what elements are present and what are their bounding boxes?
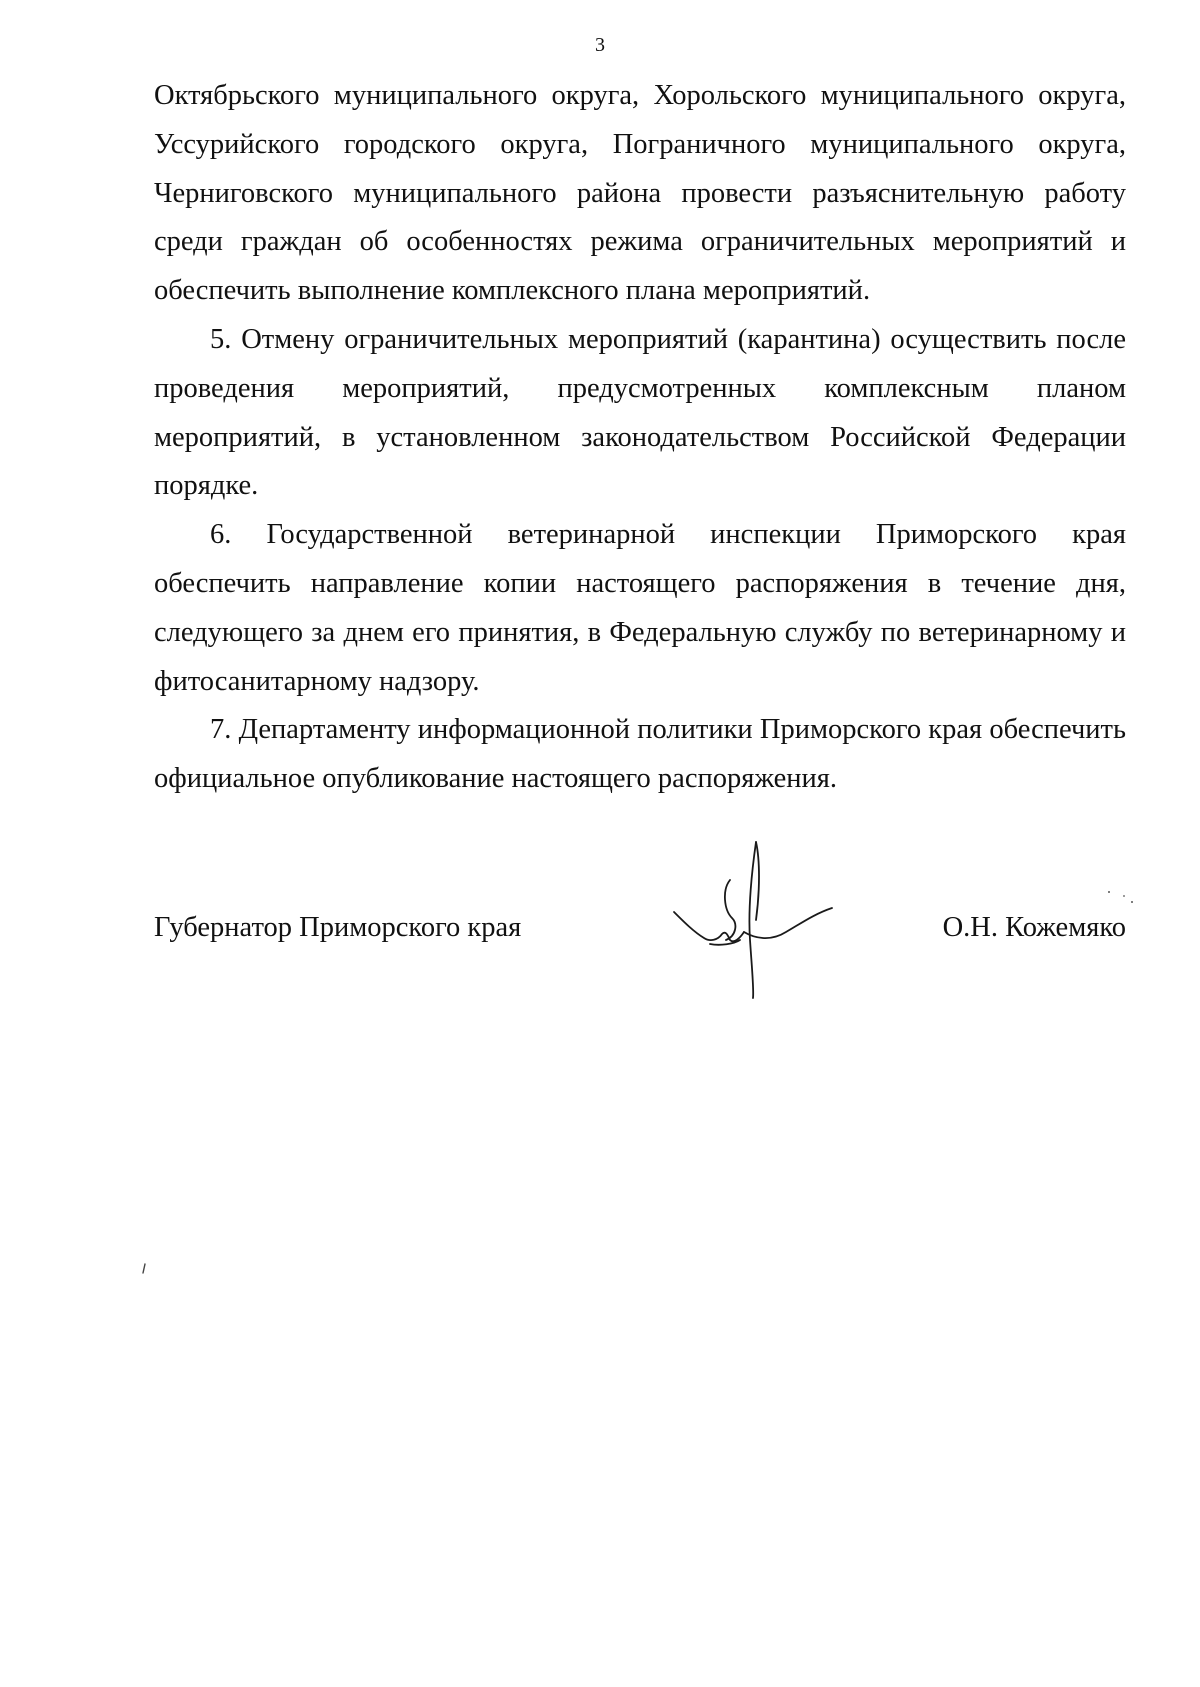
document-body xyxy=(154,72,1126,804)
paragraph-continued: Октябрьского муниципального округа, Хорольского муниципального округа, Уссурийского городского округа, Пограничного муниципального округа, Черниговского муниципального района провести разъяснительную работу среди граждан об особенностях режима ограничительных мероприятий и обеспечить выполнение комплексного плана мероприятий. xyxy=(154,80,1126,307)
page-number: 3 xyxy=(595,34,605,56)
signatory-name: О.Н. Кожемяко xyxy=(942,912,1126,943)
signatory-title: Губернатор Приморского края xyxy=(154,912,522,943)
paragraph-item-5: 5. Отмену ограничительных мероприятий (карантина) осуществить после проведения мероприятий, предусмотренных комплексным планом мероприятий, в установленном законодательством Российской Федерации порядке. xyxy=(154,323,1126,502)
paragraph-item-7: 7. Департаменту информационной политики Приморского края обеспечить официальное опубликование настоящего распоряжения. xyxy=(154,714,1126,795)
paragraph-item-6: 6. Государственной ветеринарной инспекции Приморского края обеспечить направление копии настоящего распоряжения в течение дня, следующего за днем его принятия, в Федеральную службу по ветеринарному и фитосанитарному надзору. xyxy=(154,519,1126,697)
scan-speck xyxy=(140,1262,148,1276)
scan-speck xyxy=(1106,888,1136,908)
handwritten-signature xyxy=(670,840,840,1000)
